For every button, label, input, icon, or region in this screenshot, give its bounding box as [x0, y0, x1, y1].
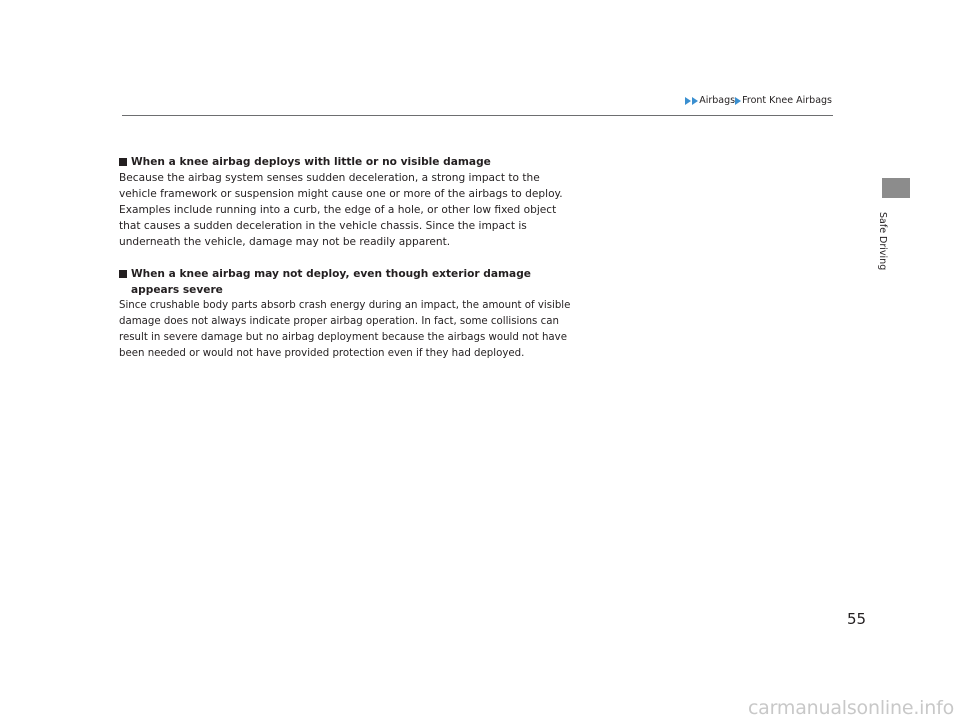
section-heading	[119, 154, 579, 170]
section-heading-text: When a knee airbag may not deploy, even though exterior damage appears severe	[131, 268, 531, 296]
arrow-right-icon	[735, 97, 741, 105]
arrow-right-icon	[685, 97, 691, 105]
header-divider	[122, 115, 833, 116]
section-heading-text: When a knee airbag deploys with little or no visible damage	[131, 156, 491, 168]
section-paragraph: Since crushable body parts absorb crash energy during an impact, the amount of visible damage does not always indicate proper airbag operation. In fact, some collisions can result in severe damage but no airbag deployment because the airbags would not have been needed or would not have provided protection even if they had deployed.	[119, 300, 571, 359]
page-number: 55	[847, 610, 867, 628]
main-content	[119, 154, 579, 378]
section-tab-marker	[882, 178, 910, 198]
section-paragraph: Because the airbag system senses sudden deceleration, a strong impact to the vehicle framework or suspension might cause one or more of the airbags to deploy. Examples include running into a curb, the edge of a hole, or other low fixed object that causes a sudden deceleration in the vehicle chassis. Since the impact is underneath the vehicle, damage may not be readily apparent.	[119, 172, 563, 248]
arrow-right-icon	[692, 97, 698, 105]
breadcrumb-item-front-knee-airbags[interactable]: Front Knee Airbags	[742, 95, 832, 106]
square-bullet-icon	[119, 158, 127, 166]
section-tab-label: Safe Driving	[877, 212, 888, 271]
breadcrumb-item-airbags[interactable]: Airbags	[699, 95, 736, 106]
section-heading	[119, 266, 579, 298]
watermark: carmanualsonline.info	[747, 697, 954, 719]
breadcrumb	[685, 95, 832, 106]
square-bullet-icon	[119, 270, 127, 278]
